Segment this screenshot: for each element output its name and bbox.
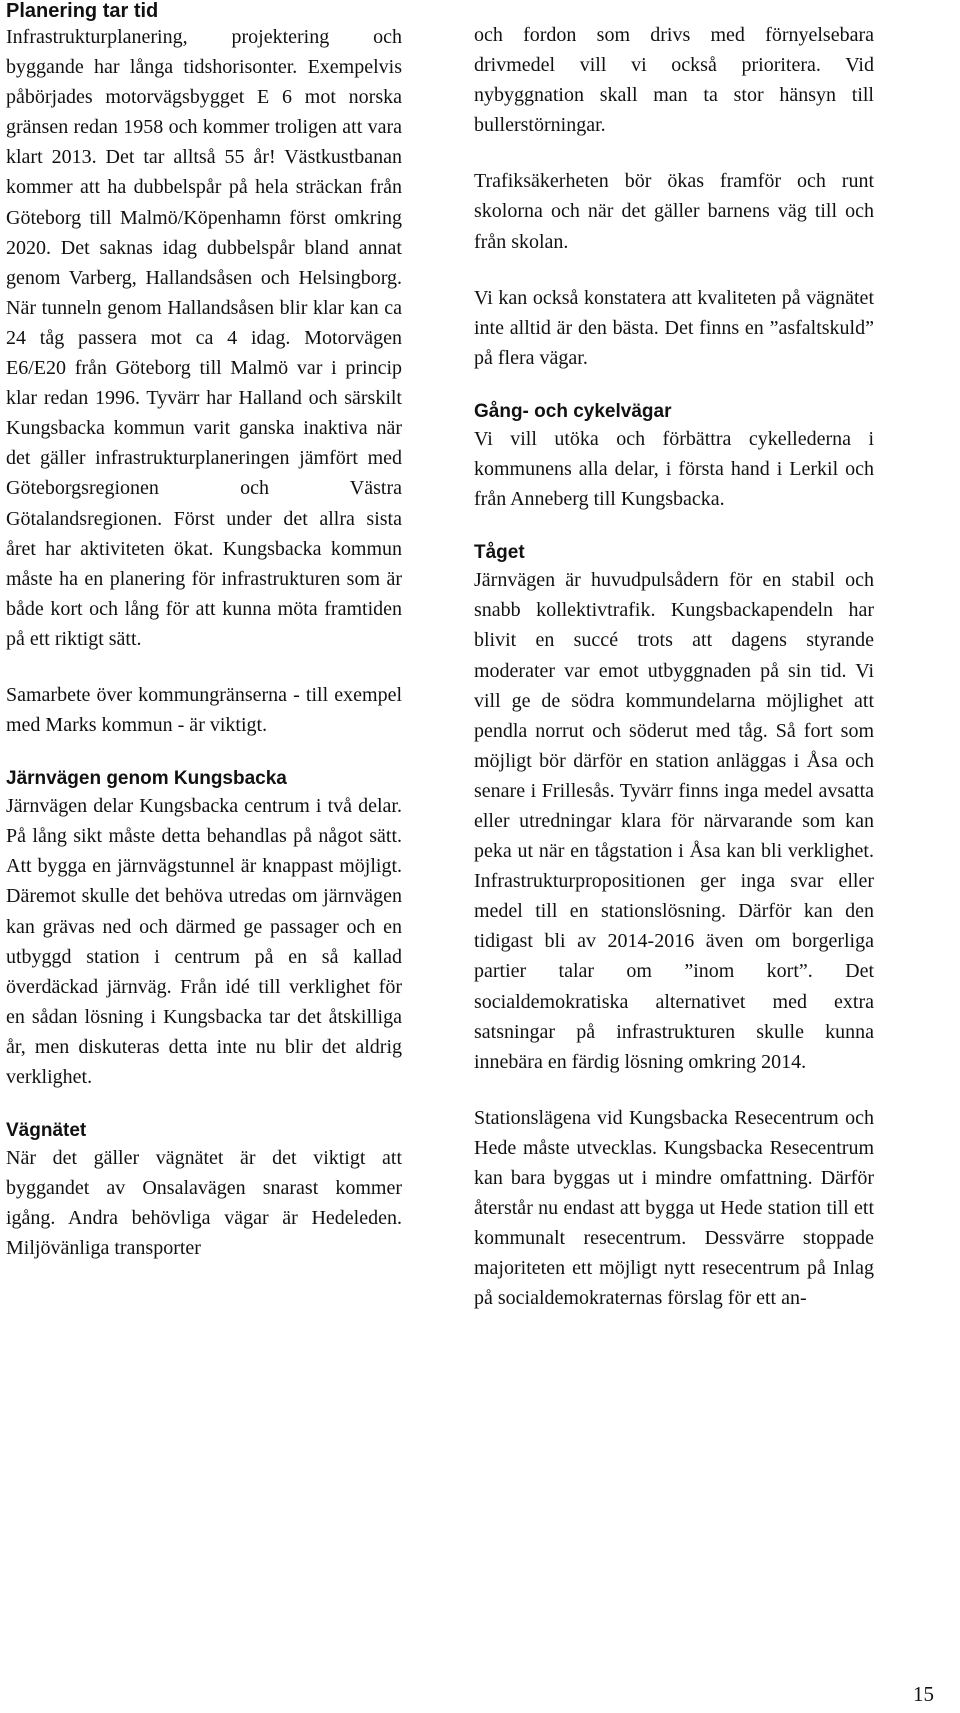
paragraph-gang-cykel: Vi vill utöka och förbättra cykellederna i kommunens alla delar, i första hand i Lerkil och från Anneberg till Kungsbacka.	[474, 427, 874, 511]
left-column	[6, 0, 402, 1263]
heading-taget: Tåget	[474, 542, 525, 564]
section-planering	[6, 0, 402, 740]
heading-planering: Planering tar tid	[6, 0, 159, 22]
heading-vagnatet: Vägnätet	[6, 1120, 87, 1142]
section-vagnatet	[6, 1118, 402, 1263]
heading-gang-cykel: Gång- och cykelvägar	[474, 400, 672, 422]
right-column	[474, 0, 874, 1313]
paragraph-vagnatet: När det gäller vägnätet är det viktigt att byggandet av Onsalavägen snarast kommer igång. Andra behövliga vägar är Hedeleden. Miljövänliga transporter	[6, 1147, 402, 1260]
paragraph-kvalitet: Vi kan också konstatera att kvaliteten på vägnätet inte alltid är den bästa. Det finns en ”asfaltskuld” på flera vägar.	[474, 286, 874, 369]
section-jarnvagen	[6, 766, 402, 1092]
paragraph-trafiksakerhet: Trafiksäkerheten bör ökas framför och runt skolorna och när det gäller barnens väg till och från skolan.	[474, 170, 874, 253]
page-number: 15	[913, 1682, 934, 1706]
paragraph-planering: Infrastrukturplanering, projektering och byggande har långa tidshorisonter. Exempelvis påbörjades motorvägsbygget E 6 mot norska gränsen redan 1958 och kommer troligen att vara klart 2013. Det tar alltså 55 år! Västkustbanan kommer att ha dubbelspår på hela sträckan från Göteborg till Malmö/Köpenhamn först omkring 2020. Det saknas idag dubbelspår bland annat genom Varberg, Hallandsåsen och Helsingborg. När tunneln genom Hallandsåsen blir klar kan ca 24 tåg passera mot ca 4 idag. Motorvägen E6/E20 från Göteborg till Malmö var i princip klar redan 1996. Tyvärr har Halland och särskilt Kungsbacka kommun varit ganska inaktiva när det gäller infrastrukturplaneringen jämfört med Göteborgsregionen och Västra Götalandsregionen. Först under det allra sista året har aktiviteten ökat. Kungsbacka kommun måste ha en planering för infrastrukturen som är både kort och lång för att kunna möta framtiden på ett riktigt sätt.	[6, 26, 402, 650]
paragraph-taget: Järnvägen är huvudpulsådern för en stabil och snabb kollektivtrafik. Kungsbackapendeln har blivit en succé trots att dagens styrande moderater var emot utbyggnaden på sin tid. Vi vill ge de södra kommundelarna möjlighet att pendla norrut och söderut med tåg. Så fort som möjligt bör därför en station anläggas i Åsa och senare i Frillesås. Tyvärr finns inga medel avsatta eller utredningar klara för närvarande som kan peka ut när en tågstation i Åsa kan bli verklighet. Infrastrukturpropositionen ger inga svar eller medel till en stationslösning. Därför kan den tidigast bli av 2014-2016 även om borgerliga partier talar om ”inom kort”. Det socialdemokratiska alternativet med extra satsningar på infrastrukturen skulle kunna innebära en färdig lösning omkring 2014.	[474, 569, 874, 1073]
heading-jarnvagen: Järnvägen genom Kungsbacka	[6, 768, 287, 790]
paragraph-jarnvagen: Järnvägen delar Kungsbacka centrum i två delar. På lång sikt måste detta behandlas på något sätt. Att bygga en järnvägstunnel är knappast möjligt. Däremot skulle det behöva utredas om järnvägen kan grävas ned och därmed ge passager och en utbyggd station i centrum på en så kallad överdäckad järnväg. Från idé till verklighet för en sådan lösning i Kungsbacka tar det åtskilliga år, men diskuteras detta inte nu blir det aldrig verklighet.	[6, 795, 402, 1088]
paragraph-stationslagena: Stationslägena vid Kungsbacka Resecentrum och Hede måste utvecklas. Kungsbacka Resecentrum kan bara byggas ut i mindre omfattning. Därför återstår nu endast att bygga ut Hede station till ett kommunalt resecentrum. Dessvärre stoppade majoriteten ett möjligt nytt resecentrum på Inlag på socialdemokraternas förslag för ett an-	[474, 1106, 874, 1310]
section-taget	[474, 540, 874, 1313]
paragraph-continuation: och fordon som drivs med förnyelsebara drivmedel vill vi också prioritera. Vid nybyggnation skall man ta stor hänsyn till bullerstörningar.	[474, 24, 874, 137]
section-gang-cykel	[474, 399, 874, 514]
paragraph-samarbete: Samarbete över kommungränserna - till exempel med Marks kommun - är viktigt.	[6, 683, 402, 737]
